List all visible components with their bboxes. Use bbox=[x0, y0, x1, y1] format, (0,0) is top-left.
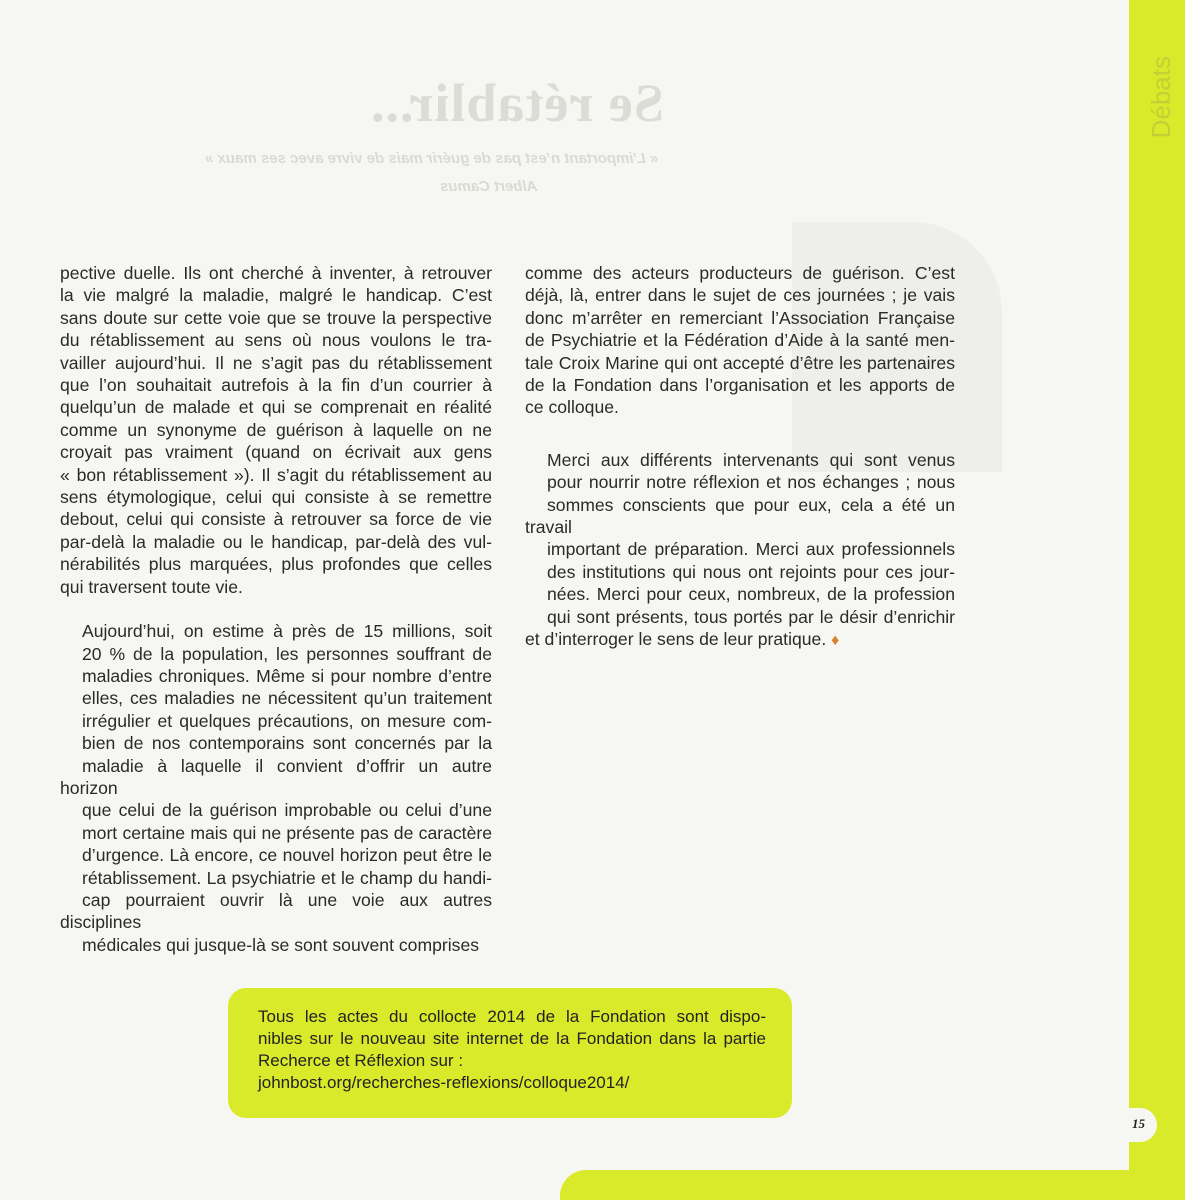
text-line: de la Fondation dans l’organisation et les apports de bbox=[525, 375, 955, 396]
text-line: maladie à laquelle il convient d’offrir un autre horizon bbox=[60, 755, 492, 798]
proceedings-note-box bbox=[228, 988, 792, 1118]
right-text-column bbox=[525, 262, 955, 653]
text-line: Aujourd’hui, on estime à près de 15 millions, soit bbox=[82, 621, 492, 642]
note-url: johnbost.org/recherches-reflexions/colloque2014/ bbox=[258, 1073, 630, 1092]
text-line: maladies chroniques. Même si pour nombre d’entre bbox=[82, 665, 492, 686]
text-line: nées. Merci pour ceux, nombreux, de la profession bbox=[547, 584, 955, 605]
text-line: donc m’arrêter en remerciant l’Association Française bbox=[525, 307, 955, 328]
text-line: sommes conscients que pour eux, cela a été un travail bbox=[525, 494, 955, 538]
text-line: nérabilités plus marquées, plus profondes que celles bbox=[60, 554, 492, 575]
note-line: nibles sur le nouveau site internet de la Fondation dans la partie bbox=[258, 1029, 766, 1048]
text-line: par-delà la maladie ou le handicap, par-delà des vul- bbox=[60, 531, 492, 552]
left-paragraph-2 bbox=[60, 620, 492, 956]
text-line: pour nourrir notre réflexion et nos échanges ; nous bbox=[547, 472, 955, 493]
text-line: que l’on souhaitait autrefois à la fin d’un courrier à bbox=[60, 375, 492, 396]
bleed-through-title: Se rétablir... bbox=[370, 73, 664, 133]
end-of-article-diamond-icon: ♦ bbox=[831, 632, 840, 650]
text-line: pective duelle. Ils ont cherché à inventer, à retrouver bbox=[60, 263, 492, 283]
text-line: qui traversent toute vie. bbox=[60, 576, 243, 597]
text-line: elles, ces maladies ne nécessitent qu’un traitement bbox=[82, 688, 492, 709]
bleed-through-quote: « L’important n’est pas de guérir mais de vivre avec ses maux » bbox=[205, 150, 659, 167]
text-line: la vie malgré la maladie, malgré le handicap. C’est bbox=[60, 285, 492, 306]
text-line: et d’interroger le sens de leur pratique. bbox=[525, 629, 827, 650]
left-paragraph-1 bbox=[60, 262, 492, 598]
text-line: 20 % de la population, les personnes souffrant de bbox=[82, 643, 492, 664]
text-line: qui sont présents, tous portés par le désir d’enrichir bbox=[547, 606, 955, 627]
text-line: d’urgence. Là encore, ce nouvel horizon peut être le bbox=[82, 845, 492, 866]
text-line: croyait pas vraiment (quand on écrivait aux gens bbox=[60, 442, 492, 463]
text-line: médicales qui jusque-là se sont souvent comprises bbox=[82, 934, 480, 955]
text-line: cap pourraient ouvrir là une voie aux autres disciplines bbox=[60, 889, 492, 933]
text-line: « bon rétablissement »). Il s’agit du rétablissement au bbox=[60, 464, 492, 485]
text-line: tale Croix Marine qui ont accepté d’être les partenaires bbox=[525, 352, 955, 373]
text-line: debout, celui qui consiste à retrouver sa force de vie bbox=[60, 509, 492, 530]
bleed-through-quote-author: Albert Camus bbox=[440, 178, 538, 195]
left-text-column bbox=[60, 262, 492, 956]
text-line: des institutions qui nous ont rejoints pour ces jour- bbox=[547, 561, 955, 582]
text-line: comme des acteurs producteurs de guérison. C’est bbox=[525, 263, 955, 283]
text-line: déjà, là, entrer dans le sujet de ces journées ; je vais bbox=[525, 285, 955, 306]
note-line: Tous les actes du collocte 2014 de la Fondation sont dispo- bbox=[258, 1007, 766, 1026]
text-line: vailler aujourd’hui. Il ne s’agit pas du rétablissement bbox=[60, 352, 492, 373]
text-line: de Psychiatrie et la Fédération d’Aide à la santé men- bbox=[525, 330, 955, 351]
text-line: bien de nos contemporains sont concernés par la bbox=[82, 733, 492, 754]
right-paragraph-2 bbox=[525, 449, 955, 653]
text-line: que celui de la guérison improbable ou celui d’une bbox=[82, 800, 492, 821]
text-line: sans doute sur cette voie que se trouve la perspective bbox=[60, 307, 492, 328]
text-line: important de préparation. Merci aux professionnels bbox=[547, 539, 955, 560]
note-line: Recherce et Réflexion sur : bbox=[258, 1051, 464, 1070]
accent-side-band bbox=[1129, 0, 1185, 1200]
text-line: mort certaine mais qui ne présente pas de caractère bbox=[82, 822, 492, 843]
text-line: comme un synonyme de guérison à laquelle on ne bbox=[60, 419, 492, 440]
text-line: sens étymologique, celui qui consiste à se remettre bbox=[60, 487, 492, 508]
bleed-through-side-label: Débats bbox=[1146, 56, 1176, 139]
text-line: irrégulier et quelques précautions, on mesure com- bbox=[82, 710, 492, 731]
text-line: rétablissement. La psychiatrie et le champ du handi- bbox=[82, 867, 492, 888]
page-number: 15 bbox=[1132, 1116, 1145, 1131]
accent-bottom-band bbox=[560, 1170, 1185, 1200]
right-paragraph-1 bbox=[525, 262, 955, 419]
text-line: Merci aux différents intervenants qui sont venus bbox=[547, 449, 955, 470]
text-line: ce colloque. bbox=[525, 397, 619, 418]
text-line: quelqu’un de malade et qui se comprenait en réalité bbox=[60, 397, 492, 418]
text-line: du rétablissement au sens où nous voulons le tra- bbox=[60, 330, 492, 351]
